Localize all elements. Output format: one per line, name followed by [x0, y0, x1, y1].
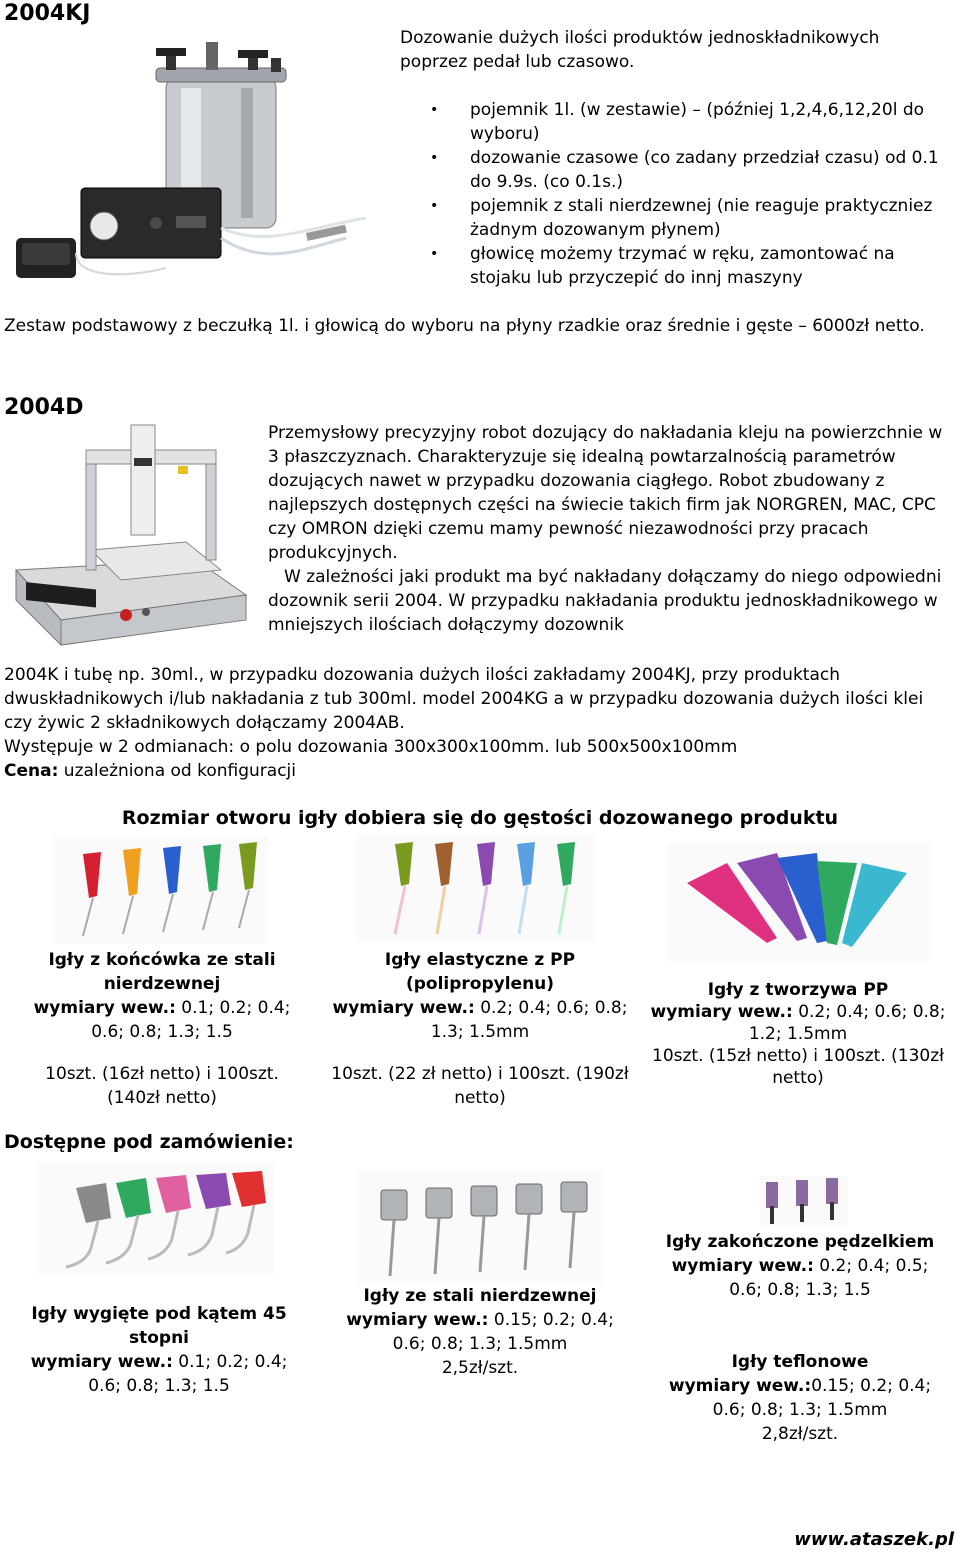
- dims-values: 0.15; 0.2; 0.4; 0.6; 0.8; 1.3; 1.5mm: [392, 1310, 614, 1354]
- needle-price: 10szt. (22 zł netto) i 100szt. (190zł netto): [331, 1064, 629, 1108]
- dims-values: 0.1; 0.2; 0.4; 0.6; 0.8; 1.3; 1.5: [88, 1352, 288, 1396]
- dims-label: wymiary wew.:: [346, 1310, 489, 1330]
- dims-label: wymiary wew.:: [668, 1376, 812, 1396]
- order-item-card: [656, 1230, 944, 1302]
- price-label: Cena:: [4, 761, 59, 781]
- needles-steel-image: [356, 1170, 604, 1282]
- dims-values: 0.2; 0.4; 0.5; 0.6; 0.8; 1.3; 1.5: [729, 1256, 929, 1300]
- needle-dimensions: [650, 1001, 946, 1045]
- needle-price: 10szt. (15zł netto) i 100szt. (130zł netto): [652, 1046, 944, 1088]
- needle-dimensions: [330, 996, 630, 1044]
- needles-heading: Rozmiar otworu igły dobiera się do gęstości dozowanego produktu: [121, 807, 839, 829]
- needle-card: [22, 948, 302, 1110]
- footer-website-link[interactable]: www.ataszek.pl: [794, 1529, 954, 1550]
- order-item-price: 2,5zł/szt.: [441, 1358, 519, 1378]
- robot-variants: Występuje w 2 odmianach: o polu dozowania 300x300x100mm. lub 500x500x100mm: [4, 737, 738, 757]
- product-title-2004d: 2004D: [4, 395, 84, 420]
- order-item-dimensions: [656, 1374, 944, 1422]
- needle-name: Igły z tworzywa PP: [707, 980, 889, 1000]
- needles-pp-plastic-image: [667, 843, 931, 961]
- robot-dispenser-details: 2004K i tubę np. 30ml., w przypadku dozowania dużych ilości zakładamy 2004KJ, przy produktach dwuskładnikowych i/lub nakładania z tub 300ml. model 2004KG a w przypadku dozowania dużych ilości klei czy żywic 2 składnikowych dołączamy 2004AB.: [4, 665, 924, 733]
- feature-item: • głowicę możemy trzymać w ręku, zamontować na stojaku lub przyczepić do innj maszyny: [430, 242, 950, 290]
- dims-label: wymiary wew.:: [671, 1256, 814, 1276]
- dims-values: 0.2; 0.4; 0.6; 0.8; 1.2; 1.5mm: [748, 1002, 946, 1044]
- product-title-2004kj: 2004KJ: [4, 1, 91, 26]
- feature-item: • dozowanie czasowe (co zadany przedział czasu) od 0.1 do 9.9s. (co 0.1s.): [430, 146, 950, 194]
- robot-description: Przemysłowy precyzyjny robot dozujący do nakładania kleju na powierzchnie w 3 płaszczyznach. Charakteryzuje się idealną powtarzalnością parametrów dozujących nawet w przypadku dozowania ciągłego. Robot zbudowany z najlepszych dostępnych części na świecie takich firm jak NORGREN, MAC, CPC czy OMRON dzięki czemu mamy pewność niezawodności przy pracach produkcyjnych.: [268, 423, 943, 563]
- needle-dimensions: [22, 996, 302, 1044]
- robot-price: [4, 759, 954, 783]
- order-item-dimensions: [656, 1254, 944, 1302]
- order-item-card: [14, 1302, 304, 1398]
- robot-description-block: [268, 421, 948, 637]
- robot-dispenser-intro: W zależności jaki produkt ma być nakładany dołączamy do niego odpowiedni dozownik serii 2004. W przypadku nakładania produktu jednoskładnikowego w mniejszych ilościach dołączymy dozownik: [268, 567, 942, 635]
- needles-bent-image: [36, 1163, 274, 1275]
- order-item-name: Igły teflonowe: [731, 1352, 869, 1372]
- feature-item: • pojemnik 1l. (w zestawie) – (później 1,2,4,6,12,20l do wyboru): [430, 98, 950, 146]
- order-item-name: Igły ze stali nierdzewnej: [363, 1286, 597, 1306]
- feature-item: • pojemnik z stali nierdzewnej (nie reaguje praktyczniez żadnym dozowanym płynem): [430, 194, 950, 242]
- dims-label: wymiary wew.:: [332, 998, 475, 1018]
- dims-label: wymiary wew.:: [30, 1352, 173, 1372]
- needle-card: [330, 948, 630, 1110]
- dims-values: 0.2; 0.4; 0.6; 0.8; 1.3; 1.5mm: [430, 998, 628, 1042]
- needles-brush-image: [760, 1176, 848, 1228]
- dims-values: 0.1; 0.2; 0.4; 0.6; 0.8; 1.3; 1.5: [91, 998, 291, 1042]
- robot-description-continued: [4, 663, 954, 783]
- available-heading: Dostępne pod zamówienie:: [4, 1131, 294, 1153]
- order-item-dimensions: [14, 1350, 304, 1398]
- order-item-card: [330, 1284, 630, 1380]
- needles-stainless-image: [53, 836, 268, 944]
- intro-text-2004kj: Dozowanie dużych ilości produktów jednoskładnikowych poprzez pedał lub czasowo.: [400, 28, 880, 72]
- dims-label: wymiary wew.:: [650, 1002, 793, 1022]
- needle-name: Igły elastyczne z PP (polipropylenu): [384, 950, 576, 994]
- order-item-price: 2,8zł/szt.: [761, 1424, 839, 1444]
- feature-list-2004kj: [430, 98, 950, 290]
- kit-description: Zestaw podstawowy z beczułką 1l. i głowicą do wyboru na płyny rzadkie oraz średnie i gęste – 6000zł netto.: [4, 316, 925, 336]
- order-item-card: [656, 1350, 944, 1446]
- price-value: uzależniona od konfiguracji: [58, 761, 296, 781]
- dims-label: wymiary wew.:: [33, 998, 176, 1018]
- order-item-dimensions: [330, 1308, 630, 1356]
- needle-card: [650, 979, 946, 1089]
- needle-name: Igły z końcówka ze stali nierdzewnej: [48, 950, 276, 994]
- dims-values: 0.15; 0.2; 0.4; 0.6; 0.8; 1.3; 1.5mm: [712, 1376, 932, 1420]
- robot-2004d-image: [6, 420, 256, 648]
- needles-flexible-pp-image: [355, 834, 595, 942]
- order-item-name: Igły wygięte pod kątem 45 stopni: [31, 1304, 287, 1348]
- order-item-name: Igły zakończone pędzelkiem: [665, 1232, 935, 1252]
- dispenser-2004kj-image: [6, 38, 386, 288]
- needle-price: 10szt. (16zł netto) i 100szt. (140zł netto): [45, 1064, 279, 1108]
